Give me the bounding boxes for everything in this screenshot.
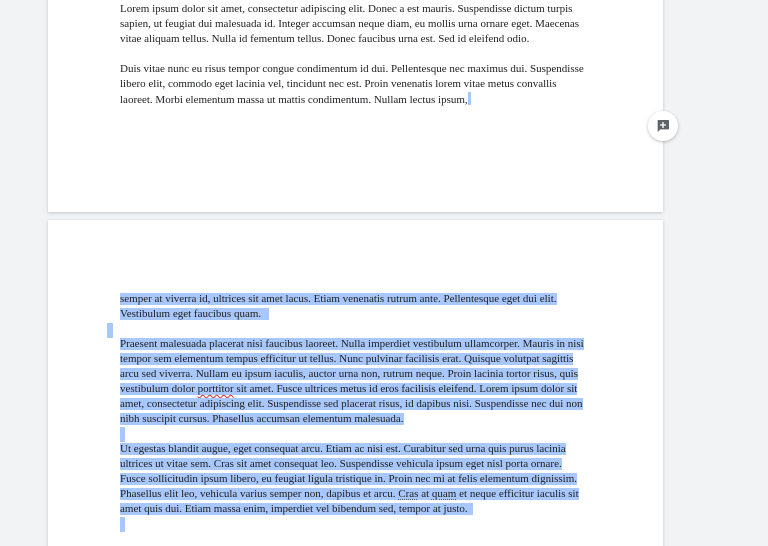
paragraph-text: Praesent malesuada placerat nisi faucibus laoreet. Nulla imperdiet vestibulum ullamcorper. Mauris in nisi tempor sem elementum tempus efficitur ut tellus. Nunc pulvinar facilisis erat. Quisque volutpat sagittis arcu sed viverra. Nullam eu ipsum iaculis, auctor urna non, rutrum neque. Proin lacinia tortor risus, quis vestibulum dolor	[120, 338, 584, 395]
page-1-text[interactable]	[120, 2, 590, 108]
selected-empty-line	[120, 427, 125, 442]
page-2-text[interactable]	[120, 292, 590, 532]
spelling-error-word[interactable]: porttitor	[197, 383, 234, 395]
paragraph-text: sit amet. Fusce ultrices metus id eros facilisis eleifend. Lorem ipsum dolor sit amet, consectetur adipiscing elit. Suspendisse sed placerat risus, id dapibus nisi. Suspendisse nec dui non nibh suscipit cursus. Phasellus accumsan elementum malesuada.	[120, 383, 583, 425]
grammar-suggestion-word[interactable]: quam	[431, 488, 457, 500]
document-page-1[interactable]	[48, 0, 663, 212]
selected-space	[261, 308, 269, 320]
paragraph[interactable]	[120, 442, 590, 517]
add-comment-button[interactable]	[648, 111, 678, 141]
selected-empty-line	[120, 517, 125, 532]
paragraph-text: et neque efficitur iaculis sit amet quis dui. Etiam massa enim, imperdiet vel bibendum sed, tempor at justo.	[120, 488, 579, 515]
margin-selection-marker	[107, 323, 113, 338]
paragraph-text[interactable]: Duis vitae nunc eu risus tempor congue condimentum id dui. Pellentesque nec maximus dui. Suspendisse libero elit, commodo eget lacinia vel, tincidunt nec est. Proin venenatis lorem vitae metus convallis laoreet. Morbi elementum massa ut mattis condimentum. Nullam lectus ipsum,	[120, 63, 584, 106]
empty-line	[120, 427, 590, 442]
paragraph[interactable]	[120, 62, 590, 108]
paragraph-text: at	[418, 488, 432, 500]
selected-text[interactable]: semper at viverra id, ultrices sit amet lacus. Etiam venenatis rutrum ante. Pellentesque eget dui elit. Vestibulum eget faucibus quam.	[120, 293, 557, 320]
selection-start-marker	[468, 92, 471, 105]
paragraph[interactable]: Lorem ipsum dolor sit amet, consectetur adipiscing elit. Donec a est mauris. Suspendisse dictum turpis sapien, ut feugiat dui malesuada id. Integer accumsan neque diam, eu mollis urna ornare eget. Maecenas vitae aliquam tellus. Nulla id fementum tellus. Donec faucibus urna est. Sed id eleifend odio.	[120, 3, 580, 45]
selected-text[interactable]	[120, 338, 584, 425]
document-page-2[interactable]	[48, 220, 663, 546]
add-comment-icon	[655, 118, 671, 134]
selected-space	[468, 503, 474, 515]
selected-text[interactable]	[120, 443, 579, 515]
paragraph[interactable]	[120, 337, 590, 427]
empty-line	[120, 517, 590, 532]
paragraph-text: Ut egestas blandit augue, eget consequat arcu. Etiam ac nisi est. Curabitur sed urna quis purus lacinia ultrices ut vitae sem. Cras sit amet consequat leo. Suspendisse vehicula ipsum eget nisl porta ornare. Fusce sollicitudin ipsum libero, eu feugiat ligula tristique in. Proin nec mi at felis elementum dignissim. Phasellus elit leo, vehicula varius semper non, dapibus et arcu.	[120, 443, 578, 500]
paragraph[interactable]	[120, 292, 590, 322]
grammar-suggestion-word[interactable]: Cras	[398, 488, 419, 500]
